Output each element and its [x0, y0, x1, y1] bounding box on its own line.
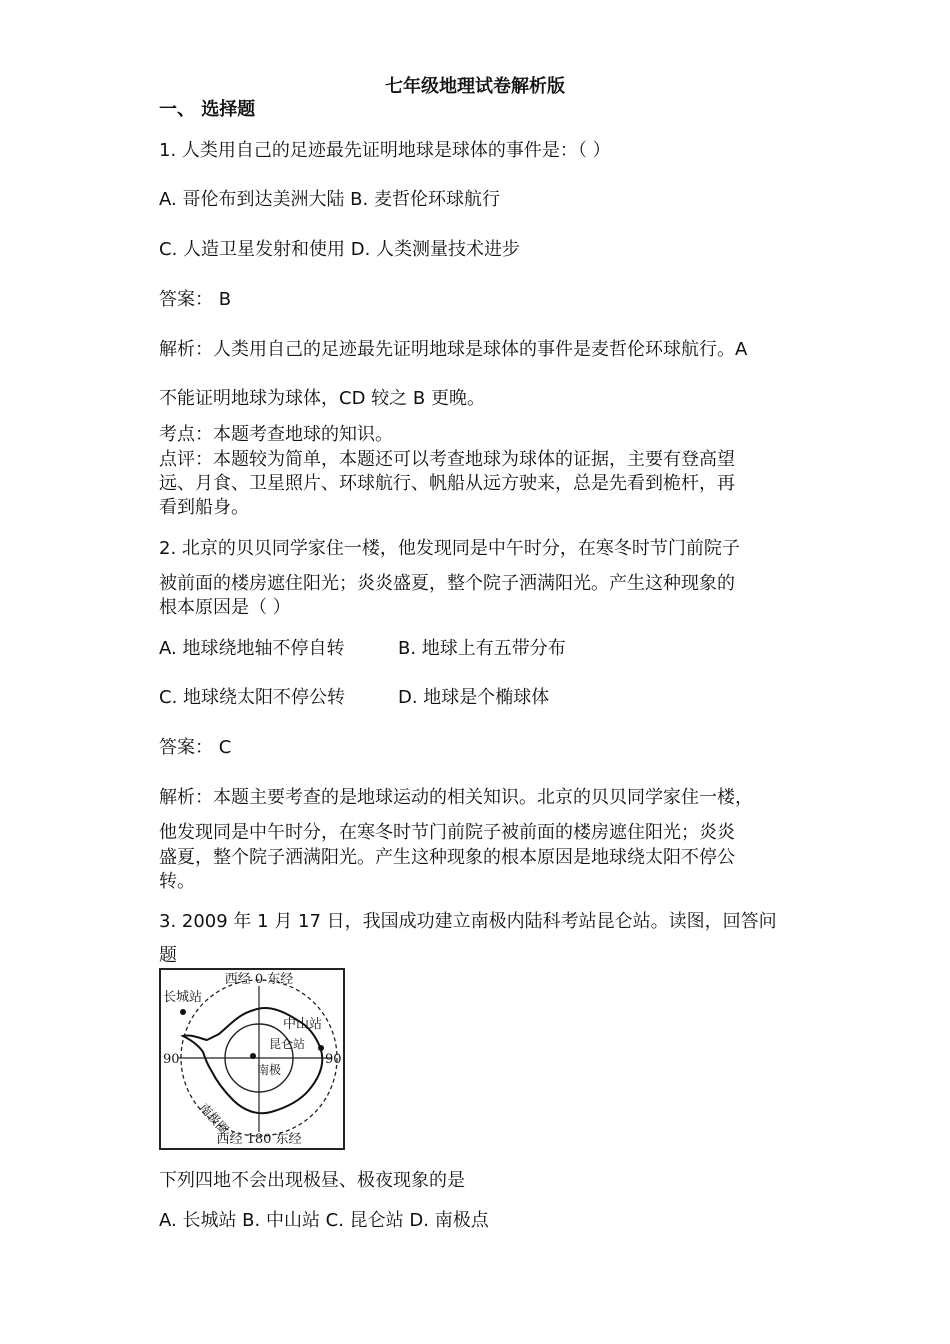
- q2-stem-3: 根本原因是（ ）: [159, 597, 291, 618]
- q3-question: 下列四地不会出现极昼、极夜现象的是: [159, 1170, 465, 1191]
- map-circle-label: 南极圈: [196, 1100, 232, 1137]
- document-title: 七年级地理试卷解析版: [385, 76, 565, 97]
- q2-option-b: B. 地球上有五带分布: [398, 638, 566, 659]
- map-left-90: 90: [163, 1052, 180, 1067]
- map-right-90: 90: [325, 1052, 342, 1067]
- q1-options-cd: C. 人造卫星发射和使用 D. 人类测量技术进步: [159, 239, 521, 260]
- changcheng-dot: [180, 1009, 186, 1015]
- map-zhongshan-label: 中山站: [283, 1017, 323, 1032]
- map-bottom-label: 西经 180 东经: [216, 1132, 302, 1147]
- q1-comment-2: 远、月食、卫星照片、环球航行、帆船从远方驶来，总是先看到桅杆，再: [159, 473, 735, 494]
- q2-option-a: A. 地球绕地轴不停自转: [159, 638, 345, 659]
- q2-analysis-3: 盛夏，整个院子洒满阳光。产生这种现象的根本原因是地球绕太阳不停公: [159, 847, 735, 868]
- map-top-label: 西经 0 东经: [224, 972, 294, 987]
- q1-point: 考点：本题考查地球的知识。: [159, 424, 393, 445]
- q2-option-c: C. 地球绕太阳不停公转: [159, 687, 346, 708]
- section-heading: 一、 选择题: [159, 99, 256, 120]
- q1-analysis-2: 不能证明地球为球体，CD 较之 B 更晚。: [159, 388, 485, 409]
- q1-answer: 答案： B: [159, 289, 232, 310]
- q3-stem-2: 题: [159, 945, 177, 966]
- q1-comment-3: 看到船身。: [159, 497, 249, 518]
- q2-option-d: D. 地球是个椭球体: [398, 687, 550, 708]
- q3-options: A. 长城站 B. 中山站 C. 昆仑站 D. 南极点: [159, 1210, 489, 1231]
- antarctica-map: [159, 968, 345, 1150]
- q2-stem-1: 2. 北京的贝贝同学家住一楼，他发现同是中午时分，在寒冬时节门前院子: [159, 538, 740, 559]
- q2-answer: 答案： C: [159, 737, 232, 758]
- kunlun-dot: [250, 1053, 256, 1059]
- q1-comment-1: 点评：本题较为简单，本题还可以考查地球为球体的证据，主要有登高望: [159, 449, 735, 470]
- q1-analysis-1: 解析：人类用自己的足迹最先证明地球是球体的事件是麦哲伦环球航行。A: [159, 339, 748, 360]
- q1-options-ab: A. 哥伦布到达美洲大陆 B. 麦哲伦环球航行: [159, 189, 500, 210]
- q2-analysis-2: 他发现同是中午时分，在寒冬时节门前院子被前面的楼房遮住阳光；炎炎: [159, 822, 735, 843]
- antarctica-map-figure: [159, 968, 345, 1150]
- q2-analysis-1: 解析：本题主要考查的是地球运动的相关知识。北京的贝贝同学家住一楼，: [159, 787, 753, 808]
- q2-stem-2: 被前面的楼房遮住阳光；炎炎盛夏，整个院子洒满阳光。产生这种现象的: [159, 573, 735, 594]
- q2-analysis-4: 转。: [159, 871, 195, 892]
- zhongshan-dot: [318, 1045, 324, 1051]
- q3-stem-1: 3. 2009 年 1 月 17 日，我国成功建立南极内陆科考站昆仑站。读图，回答问: [159, 911, 777, 932]
- map-changcheng-label: 长城站: [163, 990, 203, 1005]
- q1-stem: 1. 人类用自己的足迹最先证明地球是球体的事件是：（ ）: [159, 140, 611, 161]
- map-pole-label: 南极: [257, 1063, 282, 1077]
- map-kunlun-label: 昆仑站: [269, 1037, 306, 1051]
